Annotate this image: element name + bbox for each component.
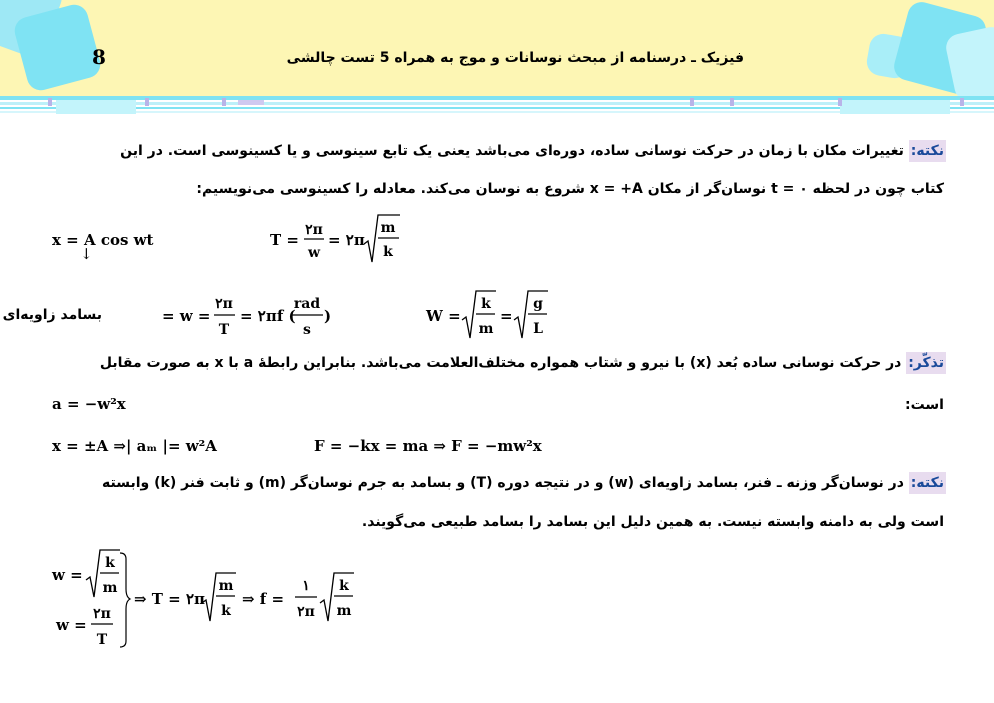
fraction-num: ۲π [215, 296, 233, 312]
fraction-num: k [481, 296, 491, 312]
down-arrow-icon: ↓ [80, 245, 93, 263]
fraction-num: m [218, 578, 234, 594]
fraction-den: m [102, 580, 118, 596]
header-stripes [0, 96, 994, 120]
eq-text: = ۲πf ( [240, 307, 296, 325]
fraction-num: rad [293, 296, 321, 312]
brace [120, 553, 130, 647]
eq-text: = w = [162, 307, 211, 325]
note-tag: نکته: [909, 472, 946, 494]
angular-frequency-label: بسامد زاویه‌ای [2, 307, 102, 323]
fraction-num: ۱ [302, 578, 310, 594]
fraction-den: k [383, 244, 393, 260]
fraction-den: m [336, 603, 352, 619]
paragraph-text: در نوسان‌گر وزنه ـ فنر، بسامد زاویه‌ای (w) و در نتیجه دوره (T) و بسامد به جرم نوسان‌گر (m) و ثابت فنر (k) وابسته [102, 475, 904, 491]
fraction-num: k [105, 555, 115, 571]
fraction-den: T [96, 632, 108, 648]
page-title: فیزیک ـ درسنامه از مبحث نوسانات و موج به همراه 5 تست چالشی [286, 50, 744, 66]
equation-max-acceleration: x = ±A ⇒| aₘ |= w²A [52, 437, 217, 455]
paragraph-text: در حرکت نوسانی ساده بُعد (x) با نیرو و شتاب همواره مختلف‌العلامت می‌باشد. بنابراین رابطهٔ a با x به صورت مقابل [99, 355, 902, 371]
eq-text: ⇒ f = [242, 590, 285, 608]
fraction-den: w [307, 245, 321, 261]
paragraph-text: تغییرات مکان با زمان در حرکت نوسانی ساده، دوره‌ای می‌باشد یعنی یک تابع سینوسی و یا کسینوسی است. در این [120, 143, 904, 159]
eq-text: T = [270, 231, 299, 249]
fraction-num: k [339, 578, 349, 594]
fraction-den: T [218, 322, 230, 338]
page-number: 8 [92, 45, 106, 69]
note1-line2: کتاب چون در لحظه t = ۰ نوسان‌گر از مکان x = +A شروع به نوسان می‌کند. معادله را کسینوسی می‌نویسیم: [196, 181, 944, 197]
fraction-den: s [303, 322, 311, 338]
note2-line1 [102, 475, 946, 491]
fraction-num: m [380, 220, 396, 236]
reminder-tag: تذکّر: [906, 352, 946, 374]
fraction-den: ۲π [297, 604, 315, 620]
note1-line1 [120, 143, 946, 159]
equation-displacement: x = A cos wt [52, 231, 154, 249]
eq-text: w = [56, 616, 87, 634]
note2-line2: است ولی به دامنه وابسته نیست. به همین دلیل این بسامد را بسامد طبیعی می‌گویند. [361, 514, 944, 530]
eq-text: = ۲π [328, 231, 365, 249]
eq-text: ⇒ T = ۲π [134, 590, 206, 608]
fraction-den: m [478, 321, 494, 337]
equation-period [268, 212, 418, 268]
fraction-num: ۲π [93, 606, 111, 622]
eq-text: ) [324, 307, 332, 325]
eq-text: = [500, 307, 513, 325]
page-header [0, 0, 994, 120]
equation-system-natural-frequency [50, 545, 370, 655]
reminder-line1 [100, 355, 946, 371]
equation-angular-frequency [160, 288, 340, 344]
fraction-den: k [221, 603, 231, 619]
note-tag: نکته: [909, 140, 946, 162]
eq-text: W = [426, 307, 461, 325]
fraction-num: ۲π [305, 222, 323, 238]
header-band [0, 0, 994, 96]
eq-text: w = [52, 566, 83, 584]
fraction-num: g [533, 296, 543, 312]
fraction-den: L [533, 321, 543, 337]
equation-force: F = −kx = ma ⇒ F = −mw²x [314, 437, 542, 455]
reminder-line2: است: [905, 397, 944, 413]
equation-omega-spring-pendulum [424, 288, 554, 344]
equation-acceleration: a = −w²x [52, 395, 126, 413]
